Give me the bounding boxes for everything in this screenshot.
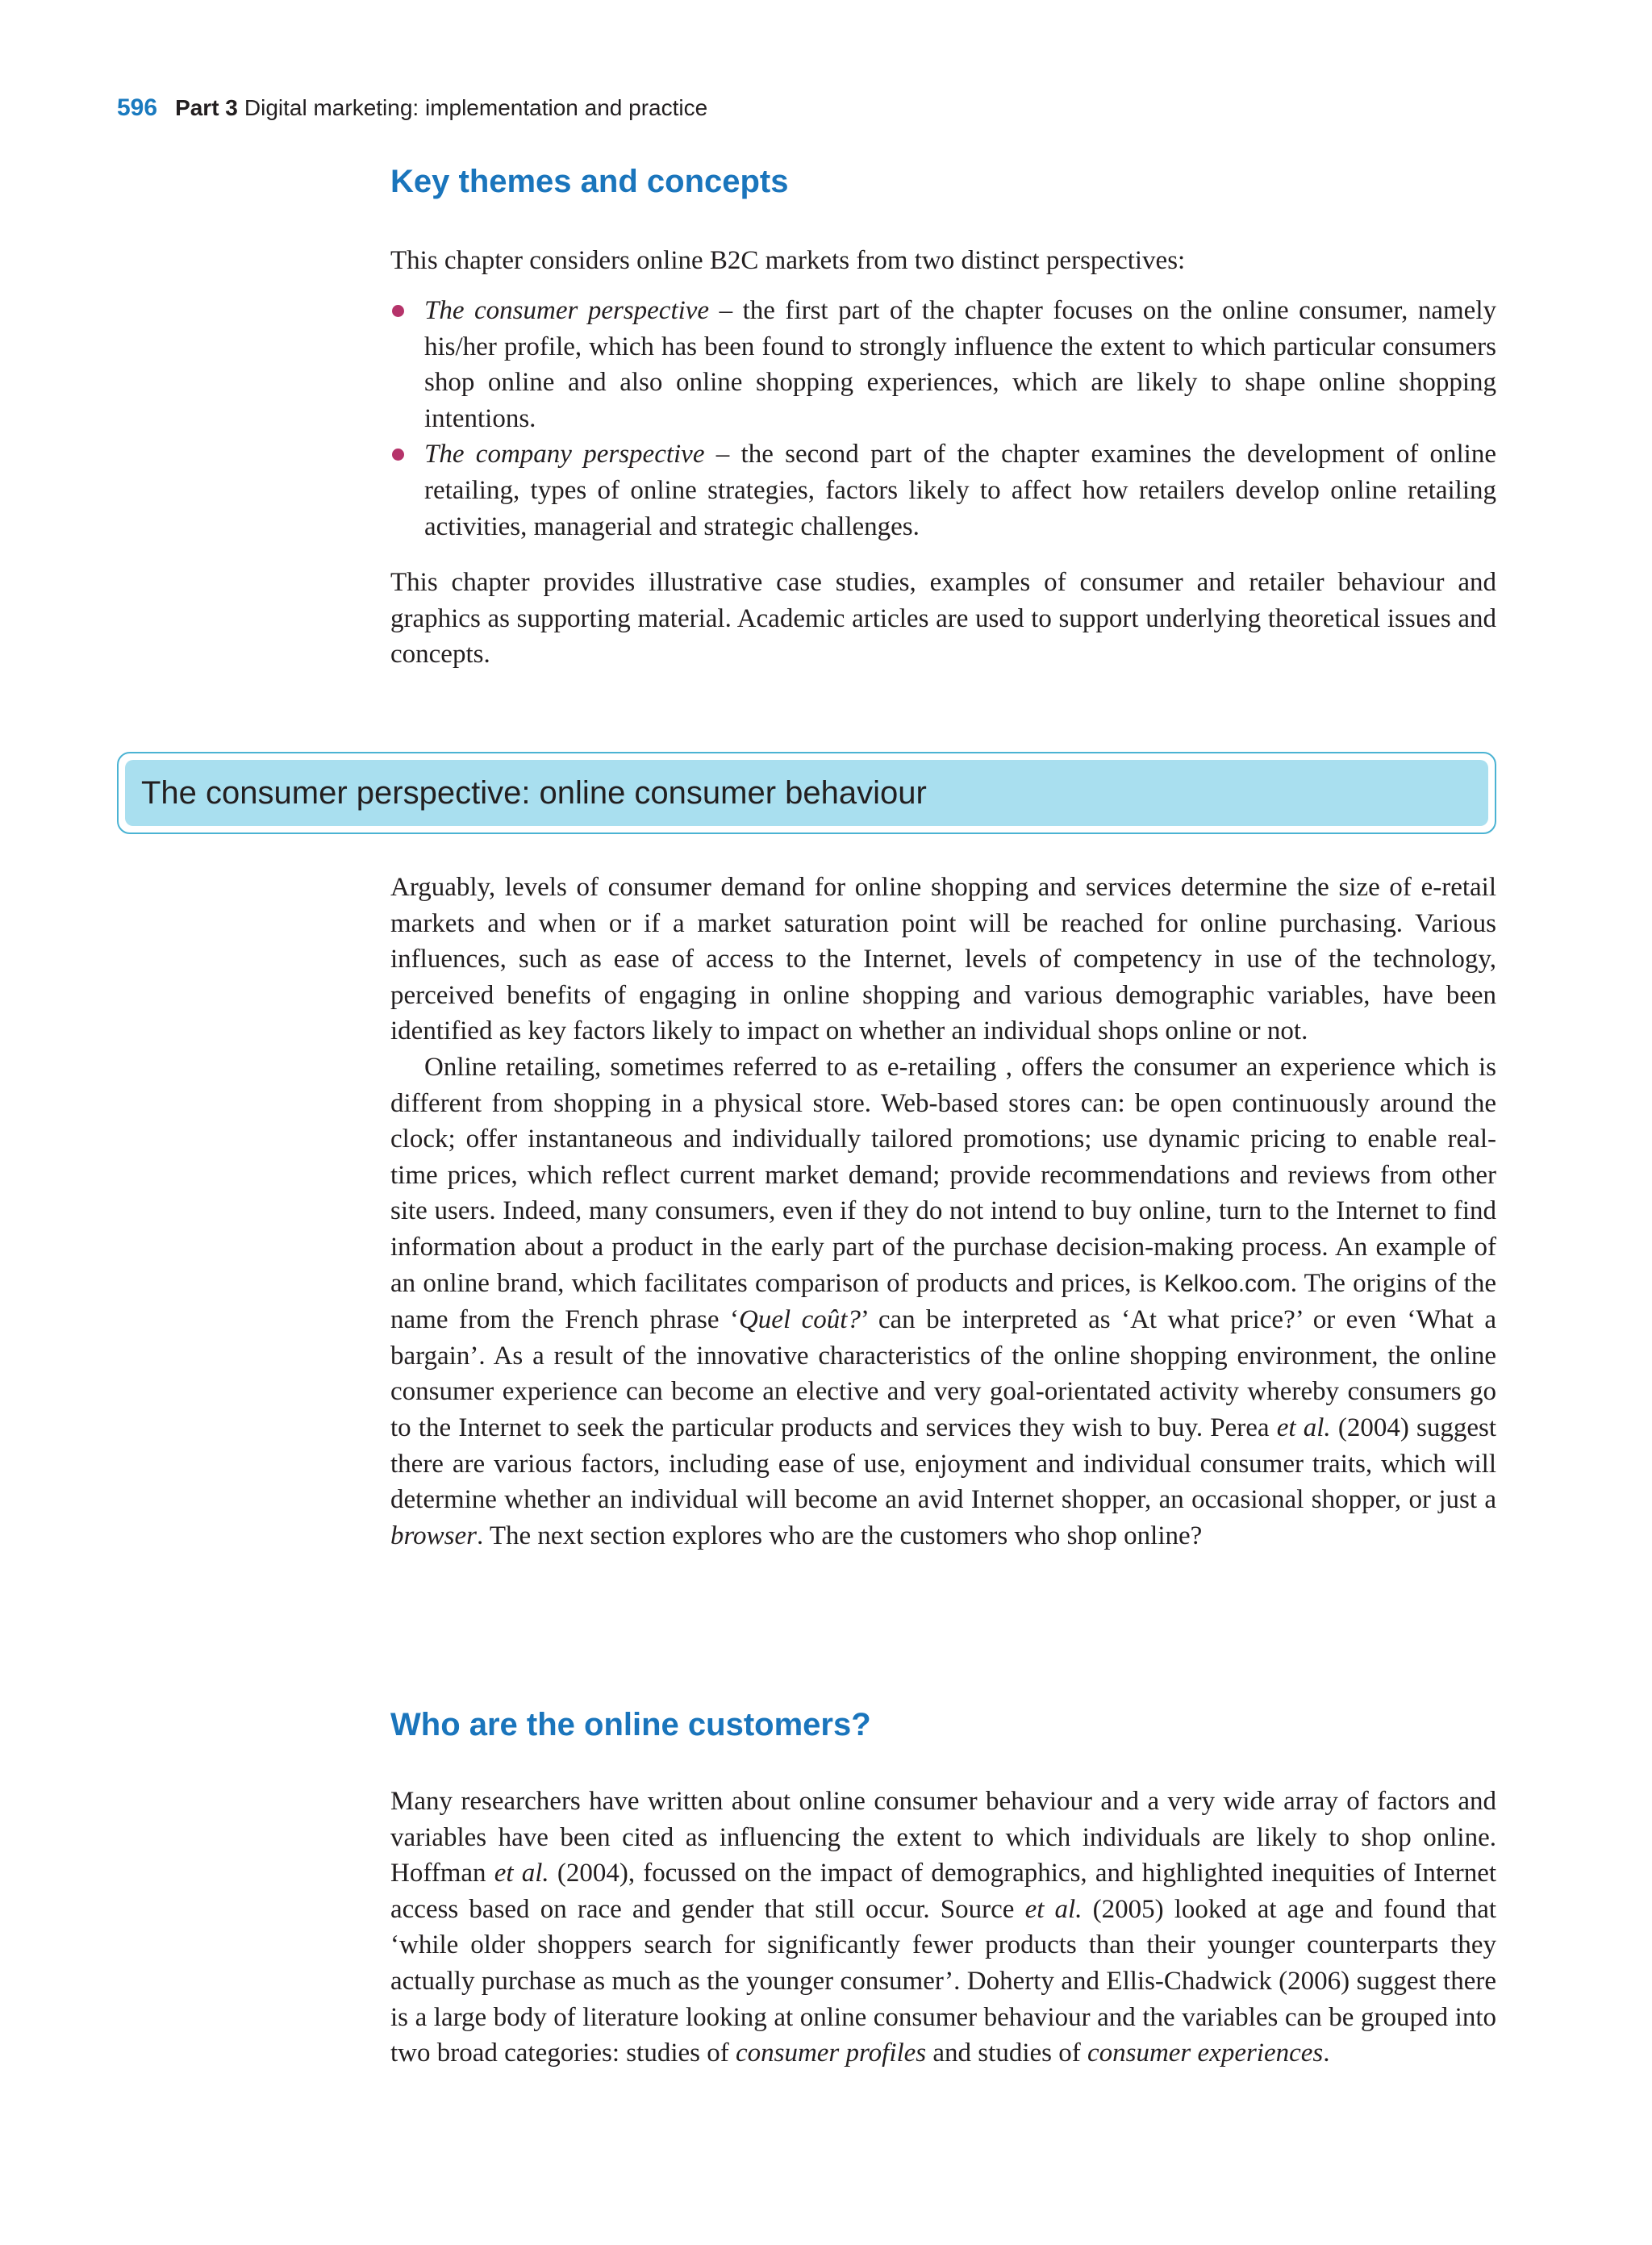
key-themes-bullets-block xyxy=(390,293,1496,545)
text-run: ’ can be interpreted as ‘At what price?’ or even ‘What a bargain’. As a result of the innovative characteristics of the online shopping environment, the online consumer experience can become an elective and very goal-orientated activity whereby consumers go to the Internet to seek the particular products and services they wish to buy. Perea xyxy=(390,1305,1496,1442)
text-run: and studies of xyxy=(926,2038,1087,2068)
bullet-dot-icon xyxy=(392,305,404,317)
bullet-term: The company perspective xyxy=(424,440,705,469)
part-label: Part 3 xyxy=(175,95,238,120)
text-run: Many researchers have written about online consumer behaviour and a very wide array of factors and variables have been cited as influencing the extent to which individuals are likely to shop online. Hoffman xyxy=(390,1787,1496,1888)
bullet-item xyxy=(390,293,1496,436)
page-number: 596 xyxy=(117,94,158,121)
customers-body xyxy=(390,1784,1496,2072)
text-run: . The origins of the name from the French phrase ‘ xyxy=(390,1268,1496,1335)
french-phrase: Quel coût? xyxy=(738,1305,861,1335)
citation-et-al: et al. xyxy=(494,1859,549,1888)
key-themes-section xyxy=(390,165,1496,198)
citation-et-al: et al. xyxy=(1024,1894,1083,1924)
term-consumer-profiles: consumer profiles xyxy=(735,2038,927,2068)
text-run: . The next section explores who are the customers who shop online? xyxy=(476,1521,1203,1550)
text-run: Online retailing, sometimes referred to as e-retailing , offers the consumer an experience which is different from shopping in a physical store. Web-based stores can: be open continuously around the clock; offer instantaneous and individually tailored promotions; use dynamic pricing to enable real-time prices, which reflect current market demand; provide recommendations and reviews from other site users. Indeed, many consumers, even if they do not intend to buy online, turn to the Internet to find information about a product in the early part of the purchase decision-making process. An example of an online brand, which facilitates comparison of products and prices, is xyxy=(390,1052,1496,1298)
key-themes-intro-block xyxy=(390,243,1496,279)
section-paragraph-2 xyxy=(390,1049,1496,1554)
text-run: . xyxy=(1323,2038,1330,2068)
key-themes-closing-block xyxy=(390,565,1496,673)
term-consumer-experiences: consumer experiences xyxy=(1087,2038,1324,2068)
key-themes-bullet-list xyxy=(390,293,1496,545)
bullet-dot-icon xyxy=(392,449,404,461)
section-body xyxy=(390,870,1496,1554)
customers-paragraph xyxy=(390,1784,1496,2072)
customers-heading: Who are the online customers? xyxy=(390,1707,871,1742)
bullet-item xyxy=(390,436,1496,545)
section-banner-title: The consumer perspective: online consumer behaviour xyxy=(125,760,1488,826)
text-run: (2004) suggest there are various factors, including ease of use, enjoyment and individual consumer traits, which will determine whether an individual will become an avid Internet shopper, an occasional shopper, or just a xyxy=(390,1413,1496,1515)
bullet-text: – the second part of the chapter examines the development of online retailing, types of online strategies, factors likely to affect how retailers develop online retailing activities, managerial and strategic challenges. xyxy=(424,440,1496,541)
key-themes-heading: Key themes and concepts xyxy=(390,164,789,199)
key-themes-intro: This chapter considers online B2C markets from two distinct perspectives: xyxy=(390,246,1186,275)
bullet-text: – the first part of the chapter focuses on the online consumer, namely his/her profile, which has been found to strongly influence the extent to which particular consumers shop online and also online shopping experiences, which are likely to shape online shopping intentions. xyxy=(424,296,1496,433)
running-head xyxy=(117,94,707,122)
site-name: Kelkoo.com xyxy=(1163,1270,1291,1297)
text-run: (2004), focussed on the impact of demographics, and highlighted inequities of Internet access based on race and gender that still occur. Source xyxy=(390,1859,1497,1924)
part-title: Digital marketing: implementation and practice xyxy=(244,95,708,120)
browser-term: browser xyxy=(390,1521,477,1550)
bullet-term: The consumer perspective xyxy=(424,296,710,325)
citation-et-al: et al. xyxy=(1276,1413,1331,1442)
section-banner xyxy=(117,752,1496,834)
text-run: (2005) looked at age and found that ‘while older shoppers search for significantly fewer products than their younger counterparts they actually purchase as much as the younger consumer’. Doherty and Ellis-Chadwick (2006) suggest there is a large body of literature looking at online consumer behaviour and the variables can be grouped into two broad categories: studies of xyxy=(390,1894,1497,2068)
customers-heading-block xyxy=(390,1709,1496,1741)
key-themes-closing: This chapter provides illustrative case studies, examples of consumer and retailer behaviour and graphics as supporting material. Academic articles are used to support underlying theoretical issues and concepts. xyxy=(390,568,1496,670)
section-paragraph-1: Arguably, levels of consumer demand for online shopping and services determine the size of e-retail markets and when or if a market saturation point will be reached for online purchasing. Various influences, such as ease of access to the Internet, levels of competency in use of the technology, perceived benefits of engaging in online shopping and various demographic variables, have been identified as key factors likely to impact on whether an individual shops online or not. xyxy=(390,873,1496,1046)
